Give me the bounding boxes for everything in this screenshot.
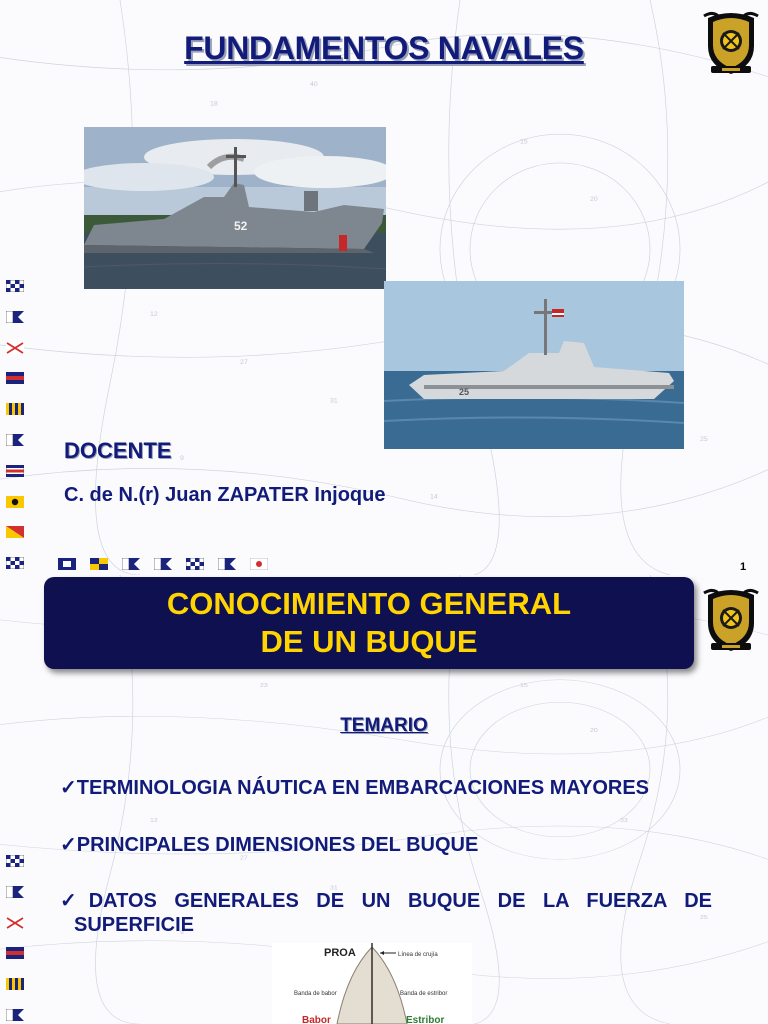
hull-number-25: 25 [459,387,470,397]
slide-title: FUNDAMENTOS NAVALES [184,30,584,66]
page-number: 1 [740,561,747,573]
signal-flag-icon [6,342,24,354]
signal-flag-icon [6,947,24,959]
signal-flag-icon [6,434,24,446]
signal-flag-icon [6,465,24,477]
docente-name: C. de N.(r) Juan ZAPATER Injoque [64,484,386,506]
estribor-label: Estribor [406,1015,445,1024]
signal-flag-icon [218,558,236,570]
docente-label: DOCENTE [64,438,172,463]
signal-flags-row [58,558,268,570]
proa-label: PROA [324,947,356,959]
hull-number-52: 52 [234,219,248,233]
temario-item: ✓PRINCIPALES DIMENSIONES DEL BUQUE [60,834,479,856]
banner-line-2: DE UN BUQUE [260,624,478,659]
signal-flag-icon [250,558,268,570]
signal-flag-icon [6,855,24,867]
signal-flag-icon [6,1009,24,1021]
signal-flags-column [6,280,24,575]
signal-flag-icon [90,558,108,570]
signal-flags-column [6,855,24,1024]
title-banner [44,577,694,669]
babor-label: Babor [302,1015,331,1024]
signal-flag-icon [122,558,140,570]
temario-item: ✓TERMINOLOGIA NÁUTICA EN EMBARCACIONES MAYORES [60,777,650,799]
signal-flag-icon [6,280,24,292]
temario-heading: TEMARIO [340,715,428,736]
signal-flag-icon [186,558,204,570]
banda-estribor-label: Banda de estribor [400,991,448,997]
signal-flag-icon [6,526,24,538]
ship-orientation-diagram [272,943,472,1024]
signal-flag-icon [6,557,24,569]
signal-flag-icon [6,403,24,415]
signal-flag-icon [6,917,24,929]
naval-crest-icon [702,585,760,653]
banda-babor-label: Banda de babor [294,991,337,997]
signal-flag-icon [6,496,24,508]
temario-item: ✓DATOS GENERALES DE UN BUQUE DE LA FUERZA DE [60,890,712,912]
signal-flag-icon [58,558,76,570]
warship-photo-52 [84,127,386,289]
signal-flag-icon [154,558,172,570]
signal-flag-icon [6,886,24,898]
patrol-ship-photo-25 [384,281,684,449]
slide-2 [0,575,768,1024]
signal-flag-icon [6,311,24,323]
naval-crest-icon [702,8,760,76]
linea-crujia-label: Línea de crujía [398,952,438,958]
signal-flag-icon [6,372,24,384]
temario-item-continuation: SUPERFICIE [74,914,195,936]
banner-line-1: CONOCIMIENTO GENERAL [166,586,572,621]
signal-flag-icon [6,978,24,990]
